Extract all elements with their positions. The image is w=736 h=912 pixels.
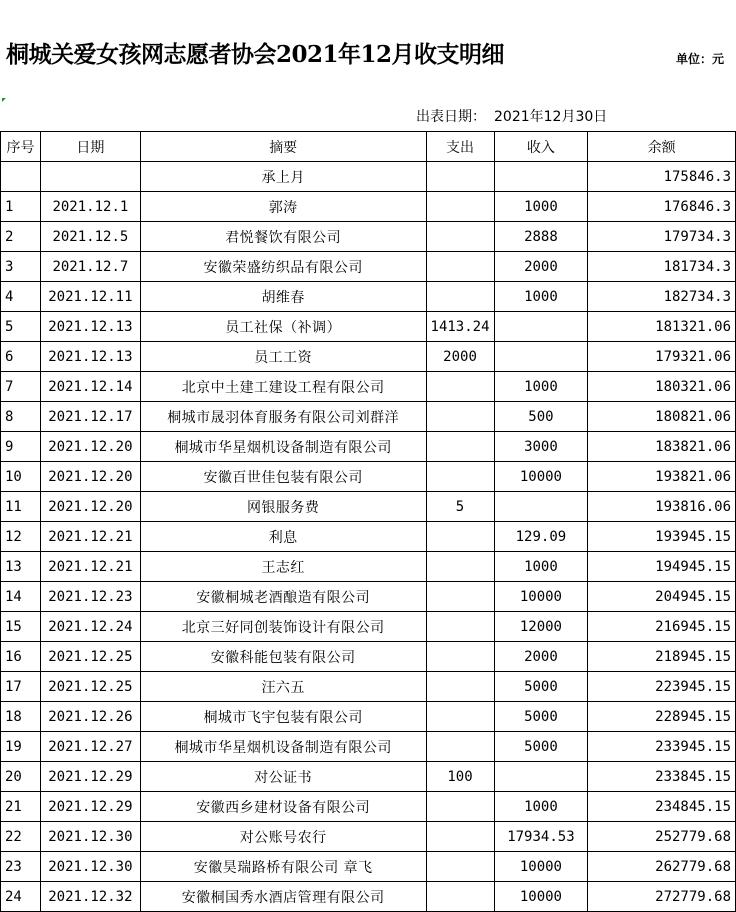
header-date: 日期 [40, 132, 140, 162]
report-date-value: 2021年12月30日 [494, 109, 608, 125]
cell-summary: 员工社保（补调） [140, 312, 426, 342]
ledger-table [0, 131, 736, 912]
cell-date: 2021.12.14 [40, 372, 140, 402]
cell-no: 11 [1, 492, 41, 522]
cell-no: 12 [1, 522, 41, 552]
cell-balance: 193945.15 [588, 522, 736, 552]
cell-balance: 180321.06 [588, 372, 736, 402]
cell-balance: 179321.06 [588, 342, 736, 372]
cell-balance: 193816.06 [588, 492, 736, 522]
cell-balance: 204945.15 [588, 582, 736, 612]
table-row [1, 282, 736, 312]
cell-date: 2021.12.13 [40, 312, 140, 342]
cell-no: 22 [1, 822, 41, 852]
cell-balance: 181734.3 [588, 252, 736, 282]
cell-date: 2021.12.25 [40, 642, 140, 672]
cell-balance: 228945.15 [588, 702, 736, 732]
cell-summary: 汪六五 [140, 672, 426, 702]
cell-no: 17 [1, 672, 41, 702]
header-no: 序号 [1, 132, 41, 162]
table-row [1, 552, 736, 582]
cell-date: 2021.12.26 [40, 702, 140, 732]
cell-summary: 桐城市华星烟机设备制造有限公司 [140, 732, 426, 762]
cell-expense [426, 162, 494, 192]
cell-date: 2021.12.25 [40, 672, 140, 702]
cell-income: 12000 [494, 612, 588, 642]
cell-income: 2000 [494, 252, 588, 282]
cell-summary: 北京中土建工建设工程有限公司 [140, 372, 426, 402]
cell-expense [426, 732, 494, 762]
cell-summary: 网银服务费 [140, 492, 426, 522]
table-row [1, 852, 736, 882]
table-row [1, 312, 736, 342]
cell-balance: 180821.06 [588, 402, 736, 432]
cell-expense: 100 [426, 762, 494, 792]
cell-income [494, 162, 588, 192]
cell-marker [2, 98, 6, 102]
cell-no: 3 [1, 252, 41, 282]
cell-income: 1000 [494, 282, 588, 312]
cell-date: 2021.12.20 [40, 432, 140, 462]
cell-no: 9 [1, 432, 41, 462]
table-row [1, 192, 736, 222]
header-summary: 摘要 [140, 132, 426, 162]
cell-balance: 194945.15 [588, 552, 736, 582]
cell-income: 17934.53 [494, 822, 588, 852]
cell-no: 13 [1, 552, 41, 582]
cell-balance: 218945.15 [588, 642, 736, 672]
table-row [1, 732, 736, 762]
cell-income: 10000 [494, 882, 588, 912]
cell-no: 2 [1, 222, 41, 252]
cell-income: 500 [494, 402, 588, 432]
cell-date: 2021.12.1 [40, 192, 140, 222]
cell-date: 2021.12.30 [40, 822, 140, 852]
cell-balance: 234845.15 [588, 792, 736, 822]
cell-income: 1000 [494, 192, 588, 222]
cell-balance: 272779.68 [588, 882, 736, 912]
cell-no: 7 [1, 372, 41, 402]
cell-no: 20 [1, 762, 41, 792]
cell-summary: 安徽昊瑞路桥有限公司 章飞 [140, 852, 426, 882]
table-row [1, 822, 736, 852]
cell-summary: 对公证书 [140, 762, 426, 792]
cell-balance: 183821.06 [588, 432, 736, 462]
cell-income [494, 312, 588, 342]
cell-summary: 承上月 [140, 162, 426, 192]
cell-expense [426, 582, 494, 612]
cell-date: 2021.12.27 [40, 732, 140, 762]
cell-balance: 223945.15 [588, 672, 736, 702]
cell-expense [426, 402, 494, 432]
table-row [1, 342, 736, 372]
report-date [416, 106, 607, 126]
cell-no: 4 [1, 282, 41, 312]
cell-balance: 193821.06 [588, 462, 736, 492]
cell-expense [426, 282, 494, 312]
cell-date: 2021.12.7 [40, 252, 140, 282]
cell-date: 2021.12.13 [40, 342, 140, 372]
ledger-body [1, 162, 736, 912]
cell-summary: 桐城市飞宇包装有限公司 [140, 702, 426, 732]
table-row [1, 762, 736, 792]
cell-income: 10000 [494, 852, 588, 882]
table-row [1, 522, 736, 552]
table-row [1, 642, 736, 672]
cell-date: 2021.12.20 [40, 492, 140, 522]
cell-no: 18 [1, 702, 41, 732]
cell-expense: 2000 [426, 342, 494, 372]
cell-no: 16 [1, 642, 41, 672]
cell-expense [426, 672, 494, 702]
cell-income: 5000 [494, 732, 588, 762]
cell-expense [426, 792, 494, 822]
table-row [1, 612, 736, 642]
header-income: 收入 [494, 132, 588, 162]
cell-expense [426, 462, 494, 492]
cell-income: 5000 [494, 672, 588, 702]
table-row [1, 492, 736, 522]
cell-date: 2021.12.29 [40, 762, 140, 792]
cell-summary: 桐城市华星烟机设备制造有限公司 [140, 432, 426, 462]
header-balance: 余额 [588, 132, 736, 162]
page-title: 桐城关爱女孩网志愿者协会2021年12月收支明细 [6, 41, 505, 68]
cell-date [40, 162, 140, 192]
cell-no: 15 [1, 612, 41, 642]
cell-balance: 176846.3 [588, 192, 736, 222]
table-row [1, 402, 736, 432]
cell-no: 23 [1, 852, 41, 882]
cell-income: 10000 [494, 462, 588, 492]
cell-balance: 216945.15 [588, 612, 736, 642]
cell-expense [426, 222, 494, 252]
cell-summary: 安徽荣盛纺织品有限公司 [140, 252, 426, 282]
cell-income [494, 492, 588, 522]
cell-income: 2000 [494, 642, 588, 672]
cell-no: 5 [1, 312, 41, 342]
cell-no: 8 [1, 402, 41, 432]
cell-no: 24 [1, 882, 41, 912]
cell-summary: 员工工资 [140, 342, 426, 372]
cell-date: 2021.12.21 [40, 522, 140, 552]
cell-summary: 君悦餐饮有限公司 [140, 222, 426, 252]
table-row [1, 432, 736, 462]
header-expense: 支出 [426, 132, 494, 162]
cell-balance: 233845.15 [588, 762, 736, 792]
table-row [1, 582, 736, 612]
cell-balance: 181321.06 [588, 312, 736, 342]
cell-expense [426, 432, 494, 462]
cell-summary: 安徽百世佳包装有限公司 [140, 462, 426, 492]
cell-income: 1000 [494, 372, 588, 402]
cell-summary: 安徽科能包装有限公司 [140, 642, 426, 672]
table-row [1, 372, 736, 402]
table-row [1, 252, 736, 282]
cell-summary: 胡维春 [140, 282, 426, 312]
table-row [1, 702, 736, 732]
cell-income [494, 342, 588, 372]
cell-summary: 安徽西乡建材设备有限公司 [140, 792, 426, 822]
cell-summary: 王志红 [140, 552, 426, 582]
cell-expense [426, 642, 494, 672]
cell-summary: 安徽桐城老酒酿造有限公司 [140, 582, 426, 612]
cell-date: 2021.12.5 [40, 222, 140, 252]
cell-balance: 252779.68 [588, 822, 736, 852]
cell-summary: 北京三好同创装饰设计有限公司 [140, 612, 426, 642]
table-row [1, 162, 736, 192]
cell-balance: 182734.3 [588, 282, 736, 312]
header-row [1, 132, 736, 162]
cell-expense [426, 882, 494, 912]
cell-no: 1 [1, 192, 41, 222]
cell-summary: 桐城市晟羽体育服务有限公司刘群洋 [140, 402, 426, 432]
cell-date: 2021.12.20 [40, 462, 140, 492]
cell-no: 19 [1, 732, 41, 762]
table-row [1, 462, 736, 492]
cell-income: 3000 [494, 432, 588, 462]
cell-income [494, 762, 588, 792]
cell-balance: 262779.68 [588, 852, 736, 882]
cell-income: 1000 [494, 552, 588, 582]
cell-date: 2021.12.17 [40, 402, 140, 432]
cell-income: 129.09 [494, 522, 588, 552]
cell-date: 2021.12.23 [40, 582, 140, 612]
cell-date: 2021.12.21 [40, 552, 140, 582]
cell-date: 2021.12.32 [40, 882, 140, 912]
cell-balance: 175846.3 [588, 162, 736, 192]
cell-income: 5000 [494, 702, 588, 732]
cell-summary: 郭涛 [140, 192, 426, 222]
cell-no: 21 [1, 792, 41, 822]
cell-expense [426, 612, 494, 642]
cell-expense [426, 252, 494, 282]
cell-date: 2021.12.30 [40, 852, 140, 882]
cell-no: 10 [1, 462, 41, 492]
cell-expense [426, 552, 494, 582]
cell-income: 1000 [494, 792, 588, 822]
cell-no: 14 [1, 582, 41, 612]
cell-date: 2021.12.11 [40, 282, 140, 312]
table-row [1, 222, 736, 252]
cell-no [1, 162, 41, 192]
cell-summary: 安徽桐国秀水酒店管理有限公司 [140, 882, 426, 912]
cell-summary: 利息 [140, 522, 426, 552]
cell-income: 2888 [494, 222, 588, 252]
table-row [1, 672, 736, 702]
cell-date: 2021.12.24 [40, 612, 140, 642]
cell-expense [426, 852, 494, 882]
cell-expense [426, 822, 494, 852]
report-date-label: 出表日期： [416, 109, 486, 125]
cell-expense: 1413.24 [426, 312, 494, 342]
cell-expense [426, 192, 494, 222]
table-row [1, 792, 736, 822]
cell-expense [426, 372, 494, 402]
cell-date: 2021.12.29 [40, 792, 140, 822]
cell-balance: 233945.15 [588, 732, 736, 762]
cell-expense: 5 [426, 492, 494, 522]
unit-label: 单位：元 [676, 52, 725, 66]
cell-expense [426, 702, 494, 732]
cell-no: 6 [1, 342, 41, 372]
cell-income: 10000 [494, 582, 588, 612]
cell-balance: 179734.3 [588, 222, 736, 252]
cell-summary: 对公账号农行 [140, 822, 426, 852]
cell-expense [426, 522, 494, 552]
table-row [1, 882, 736, 912]
